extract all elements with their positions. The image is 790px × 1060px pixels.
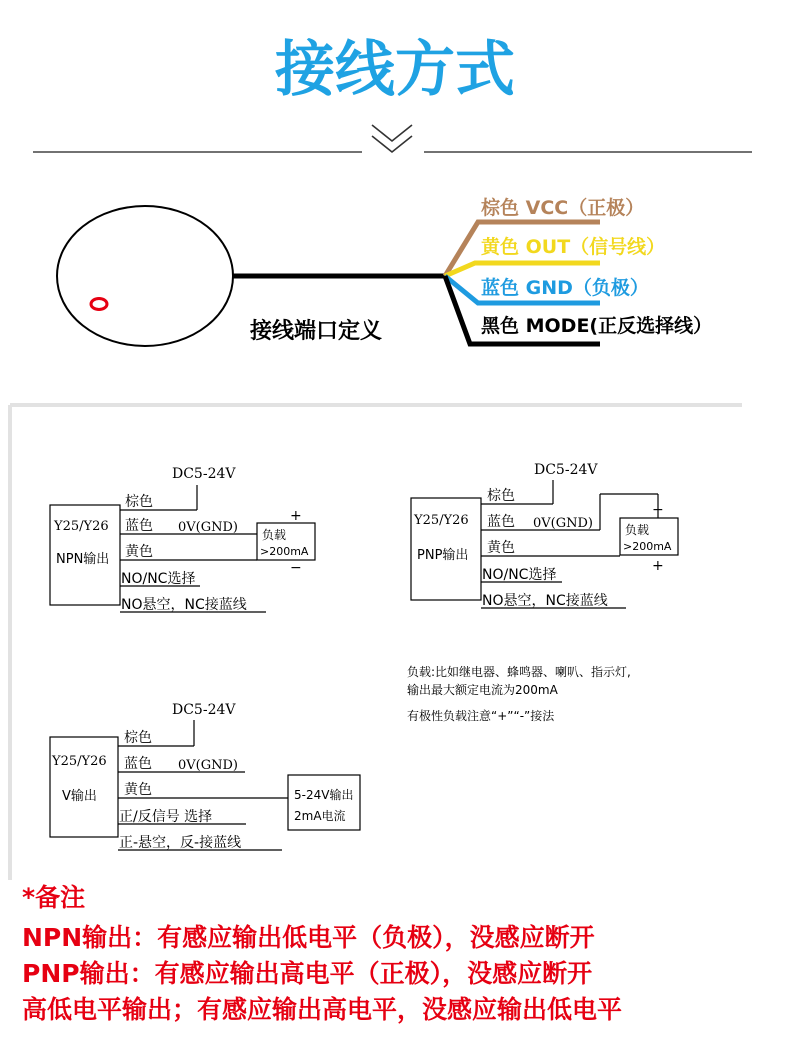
npn-plus: + <box>290 508 302 524</box>
wire-label-blue: 蓝色 GND（负极） <box>481 277 649 299</box>
pnp-blue: 蓝色 <box>487 514 515 530</box>
npn-model: Y25/Y26 <box>54 519 109 534</box>
pnp-supply: DC5-24V <box>534 462 598 478</box>
pnp-yellow: 黄色 <box>487 540 515 556</box>
sensor-body <box>57 206 233 346</box>
pnp-type: PNP输出 <box>417 548 469 563</box>
pnp-load2: >200mA <box>623 540 672 553</box>
sensor-indicator <box>91 299 107 310</box>
notes-line-npn: NPN输出：有感应输出低电平（负极），没感应断开 <box>22 923 595 952</box>
npn-load1: 负载 <box>262 528 287 542</box>
npn-brown: 棕色 <box>125 494 153 510</box>
wire-label-black: 黑色 MODE(正反选择线） <box>481 315 713 337</box>
pnp-model: Y25/Y26 <box>414 513 469 528</box>
vout-sel1: 正/反信号 选择 <box>119 809 213 825</box>
npn-sel1: NO/NC选择 <box>121 571 196 587</box>
vout-circuit <box>50 720 360 850</box>
npn-sel2: NO悬空，NC接蓝线 <box>121 597 247 613</box>
vout-yellow: 黄色 <box>124 782 152 798</box>
vout-out2: 2mA电流 <box>294 809 346 823</box>
wire-yellow <box>445 263 600 276</box>
vout-type: V输出 <box>62 789 97 804</box>
npn-minus: − <box>290 560 302 576</box>
wire-label-brown: 棕色 VCC（正极） <box>481 197 645 219</box>
pnp-sel2: NO悬空，NC接蓝线 <box>482 593 608 609</box>
pnp-minus: − <box>652 502 664 518</box>
npn-blue: 蓝色 <box>125 518 153 534</box>
pnp-brown: 棕色 <box>487 488 515 504</box>
npn-load2: >200mA <box>260 545 309 558</box>
chevron-down-icon <box>372 125 412 152</box>
vout-blue: 蓝色 <box>124 756 152 772</box>
vout-gnd: 0V(GND) <box>178 758 238 773</box>
vout-supply: DC5-24V <box>172 702 236 718</box>
pnp-sel1: NO/NC选择 <box>482 567 557 583</box>
notes-line-pnp: PNP输出：有感应输出高电平（正极），没感应断开 <box>22 959 593 988</box>
load-note-1: 负载:比如继电器、蜂鸣器、喇叭、指示灯, <box>407 665 631 679</box>
notes-heading: *备注 <box>22 883 86 912</box>
load-note-2: 输出最大额定电流为200mA <box>407 683 558 697</box>
vout-sel2: 正-悬空，反-接蓝线 <box>119 835 242 851</box>
pnp-load1: 负载 <box>625 523 650 537</box>
npn-type: NPN输出 <box>56 552 110 567</box>
npn-yellow: 黄色 <box>125 544 153 560</box>
vout-out1: 5-24V输出 <box>294 788 354 802</box>
vout-brown: 棕色 <box>124 730 152 746</box>
npn-gnd: 0V(GND) <box>178 520 238 535</box>
npn-supply: DC5-24V <box>172 466 236 482</box>
page-title: 接线方式 <box>275 35 515 105</box>
port-label: 接线端口定义 <box>250 319 383 344</box>
pnp-plus: + <box>652 558 664 574</box>
load-note-3: 有极性负载注意“+”“-”接法 <box>407 709 555 723</box>
vout-model: Y25/Y26 <box>52 754 107 769</box>
notes-line-level: 高低电平输出；有感应输出高电平，没感应输出低电平 <box>22 995 623 1024</box>
wire-label-yellow: 黄色 OUT（信号线） <box>481 236 666 258</box>
pnp-gnd: 0V(GND) <box>533 516 593 531</box>
